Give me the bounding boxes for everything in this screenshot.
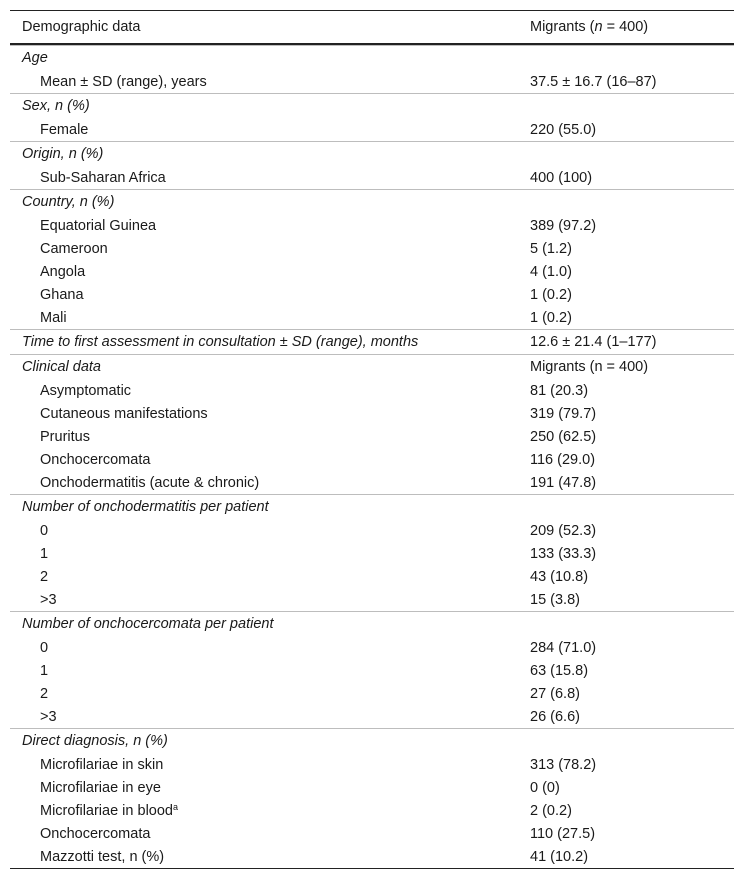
table-row [10, 471, 734, 494]
row-value: 1 (0.2) [530, 309, 572, 326]
row-label: >3 [40, 708, 57, 725]
row-label: Onchocercomata [40, 825, 151, 842]
header-demographic-data: Demographic data [22, 19, 141, 35]
table-row [10, 682, 734, 705]
table-row [10, 166, 734, 189]
section-row [10, 189, 734, 214]
row-value: 389 (97.2) [530, 217, 597, 234]
row-label: 2 [40, 568, 49, 585]
section-row [10, 728, 734, 753]
table-row [10, 519, 734, 542]
row-value: 116 (29.0) [530, 451, 596, 468]
row-label: Microfilariae in blood$^a$ [40, 801, 178, 819]
section-title: Time to first assessment in consultation ± SD (range), months [22, 334, 419, 350]
table-row [10, 705, 734, 728]
row-value: 37.5 ± 16.7 (16–87) [530, 73, 657, 90]
row-label: Ghana [40, 286, 84, 303]
row-label: 1 [40, 662, 49, 679]
section-value: 12.6 ± 21.4 (1–177) [530, 334, 657, 350]
row-value: 133 (33.3) [530, 545, 597, 562]
table-row [10, 565, 734, 588]
table-row [10, 845, 734, 868]
row-label: Cameroon [40, 240, 108, 257]
table-row [10, 214, 734, 237]
table-row [10, 822, 734, 845]
section-title: Country, n (%) [22, 194, 115, 210]
row-value: 43 (10.8) [530, 568, 589, 585]
row-label: Onchocercomata [40, 451, 151, 468]
row-value: 81 (20.3) [530, 382, 589, 399]
table-row [10, 542, 734, 565]
demographic-table [10, 10, 734, 869]
row-value: 110 (27.5) [530, 825, 596, 842]
row-value: 26 (6.6) [530, 708, 580, 725]
row-label: >3 [40, 591, 57, 608]
table-row [10, 237, 734, 260]
table-row [10, 70, 734, 93]
row-value: 191 (47.8) [530, 474, 597, 491]
section-title: Clinical data [22, 359, 101, 375]
row-label: Microfilariae in skin [40, 756, 164, 773]
row-value: 220 (55.0) [530, 121, 597, 138]
row-value: 1 (0.2) [530, 286, 572, 303]
table-row [10, 448, 734, 471]
row-value: 284 (71.0) [530, 639, 597, 656]
section-row [10, 354, 734, 379]
section-row [10, 93, 734, 118]
footnote-marker: a [172, 801, 178, 812]
table-row [10, 306, 734, 329]
section-row [10, 329, 734, 354]
table-header [10, 11, 734, 45]
row-value: 2 (0.2) [530, 802, 572, 819]
section-value: Migrants (n = 400) [530, 359, 649, 375]
table-row [10, 260, 734, 283]
row-label: Mean ± SD (range), years [40, 73, 207, 90]
row-label: 1 [40, 545, 49, 562]
row-value: 27 (6.8) [530, 685, 580, 702]
table-body [10, 45, 734, 868]
row-label: Sub-Saharan Africa [40, 169, 166, 186]
section-row [10, 494, 734, 519]
section-title: Number of onchocercomata per patient [22, 616, 274, 632]
table-row [10, 283, 734, 306]
row-value: 4 (1.0) [530, 263, 572, 280]
section-row [10, 611, 734, 636]
row-label: Female [40, 121, 89, 138]
row-value: 63 (15.8) [530, 662, 589, 679]
row-label: Cutaneous manifestations [40, 405, 208, 422]
section-row [10, 141, 734, 166]
row-value: 250 (62.5) [530, 428, 597, 445]
row-value: 400 (100) [530, 169, 593, 186]
table-row [10, 776, 734, 799]
row-label: 2 [40, 685, 49, 702]
table-row [10, 636, 734, 659]
table-row [10, 118, 734, 141]
row-value: 15 (3.8) [530, 591, 580, 608]
section-title: Sex, n (%) [22, 98, 90, 114]
row-label: Asymptomatic [40, 382, 132, 399]
row-label: Pruritus [40, 428, 90, 445]
row-value: 41 (10.2) [530, 848, 589, 865]
row-label: 0 [40, 522, 49, 539]
section-title: Number of onchodermatitis per patient [22, 499, 269, 515]
table-row [10, 402, 734, 425]
section-title: Age [22, 50, 48, 66]
row-label: 0 [40, 639, 49, 656]
section-title: Direct diagnosis, n (%) [22, 733, 168, 749]
row-label: Equatorial Guinea [40, 217, 157, 234]
table-row [10, 799, 734, 822]
row-value: 319 (79.7) [530, 405, 597, 422]
row-label: Mazzotti test, n (%) [40, 848, 165, 865]
row-label: Angola [40, 263, 86, 280]
section-row [10, 45, 734, 70]
row-label: Mali [40, 309, 67, 326]
row-label: Microfilariae in eye [40, 779, 161, 796]
row-value: 5 (1.2) [530, 240, 572, 257]
row-value: 209 (52.3) [530, 522, 597, 539]
header-migrants: Migrants (n = 400) [530, 19, 649, 35]
table-row [10, 659, 734, 682]
section-title: Origin, n (%) [22, 146, 104, 162]
row-value: 0 (0) [530, 779, 560, 796]
row-label: Onchodermatitis (acute & chronic) [40, 474, 260, 491]
table-row [10, 425, 734, 448]
table-row [10, 588, 734, 611]
row-value: 313 (78.2) [530, 756, 597, 773]
table-row [10, 753, 734, 776]
table-row [10, 379, 734, 402]
